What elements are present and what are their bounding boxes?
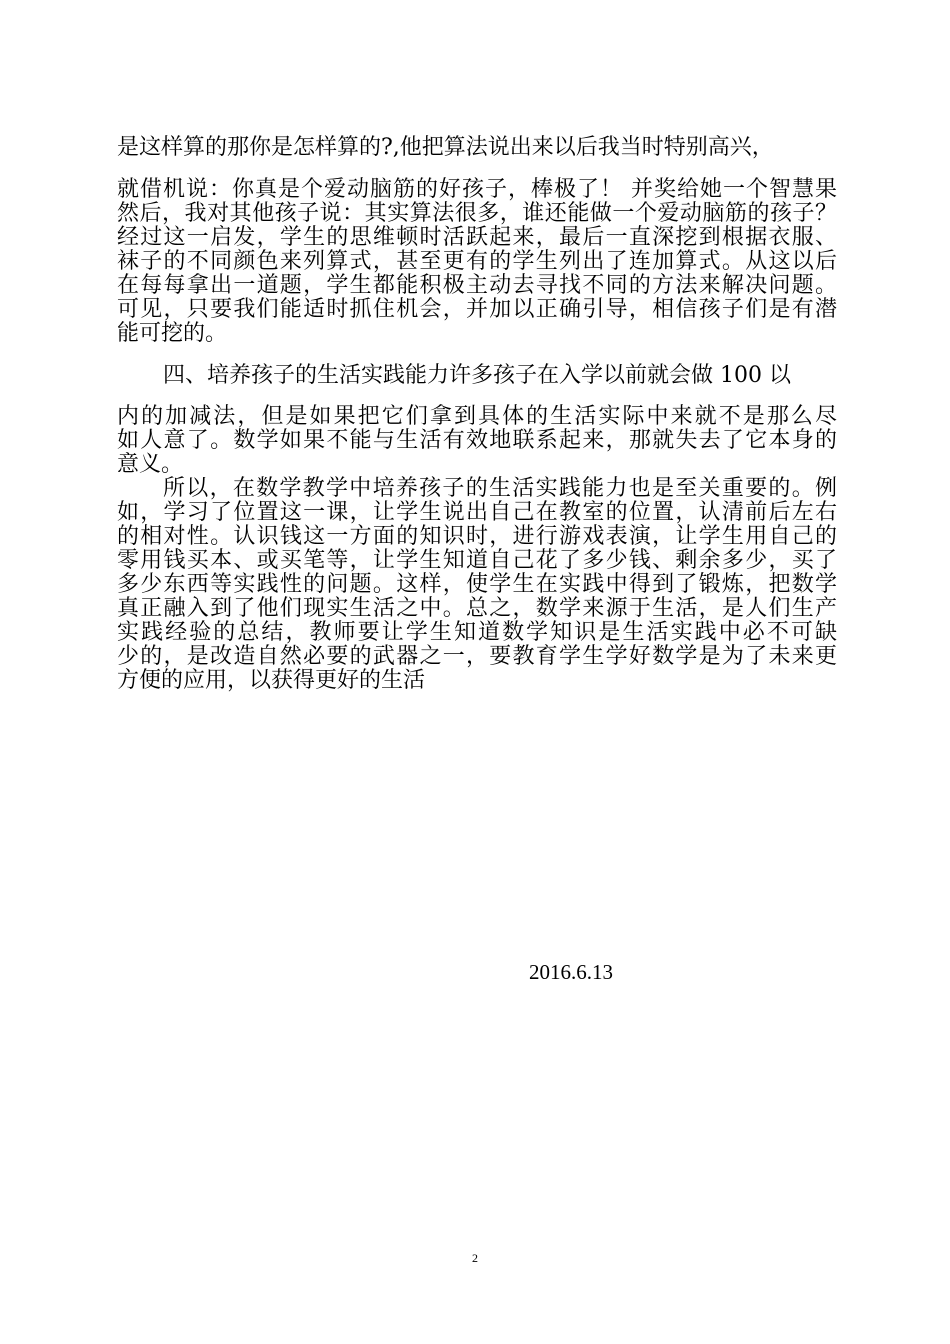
text-line: 如，学习了位置这一课，让学生说出自己在教室的位置，认清前后左右 — [117, 500, 837, 525]
text-line: 意义。 — [117, 452, 184, 477]
text-line: 多少东西等实践性的问题。这样，使学生在实践中得到了锻炼，把数学 — [117, 572, 837, 597]
text-line: 袜子的不同颜色来列算式，甚至更有的学生列出了连加算式。从这以后 — [117, 249, 837, 274]
text-line: 在每每拿出一道题，学生都能积极主动去寻找不同的方法来解决问题。 — [117, 273, 837, 298]
text-line: 方便的应用，以获得更好的生活 — [117, 668, 426, 693]
text-line: 内的加减法，但是如果把它们拿到具体的生活实际中来就不是那么尽 — [117, 404, 837, 429]
text-line: 的相对性。认识钱这一方面的知识时，进行游戏表演，让学生用自己的 — [117, 524, 837, 549]
text-line: 就借机说：你真是个爱动脑筋的好孩子，棒极了！ 并奖给她一个智慧果 — [117, 177, 837, 202]
section-heading-line: 四、培养孩子的生活实践能力许多孩子在入学以前就会做 100 以 — [163, 363, 791, 388]
text-line: 然后，我对其他孩子说：其实算法很多，谁还能做一个爱动脑筋的孩子？ — [117, 201, 837, 226]
text-line: 实践经验的总结，教师要让学生知道数学知识是生活实践中必不可缺 — [117, 620, 837, 645]
text-line: 能可挖的。 — [117, 321, 228, 346]
document-date: 2016.6.13 — [529, 960, 613, 984]
text-line: 经过这一启发，学生的思维顿时活跃起来，最后一直深挖到根据衣服、 — [117, 225, 837, 250]
text-line: 是这样算的那你是怎样算的?,他把算法说出来以后我当时特别高兴， — [117, 135, 774, 160]
text-line: 如人意了。数学如果不能与生活有效地联系起来，那就失去了它本身的 — [117, 428, 837, 453]
text-line: 零用钱买本、或买笔等，让学生知道自己花了多少钱、剩余多少，买了 — [117, 548, 837, 573]
text-line: 所以，在数学教学中培养孩子的生活实践能力也是至关重要的。例 — [163, 476, 837, 501]
text-line: 真正融入到了他们现实生活之中。总之，数学来源于生活，是人们生产 — [117, 596, 837, 621]
text-line: 少的，是改造自然必要的武器之一，要教育学生学好数学是为了未来更 — [117, 644, 837, 669]
page-number: 2 — [472, 1251, 478, 1265]
text-line: 可见，只要我们能适时抓住机会，并加以正确引导，相信孩子们是有潜 — [117, 297, 837, 322]
